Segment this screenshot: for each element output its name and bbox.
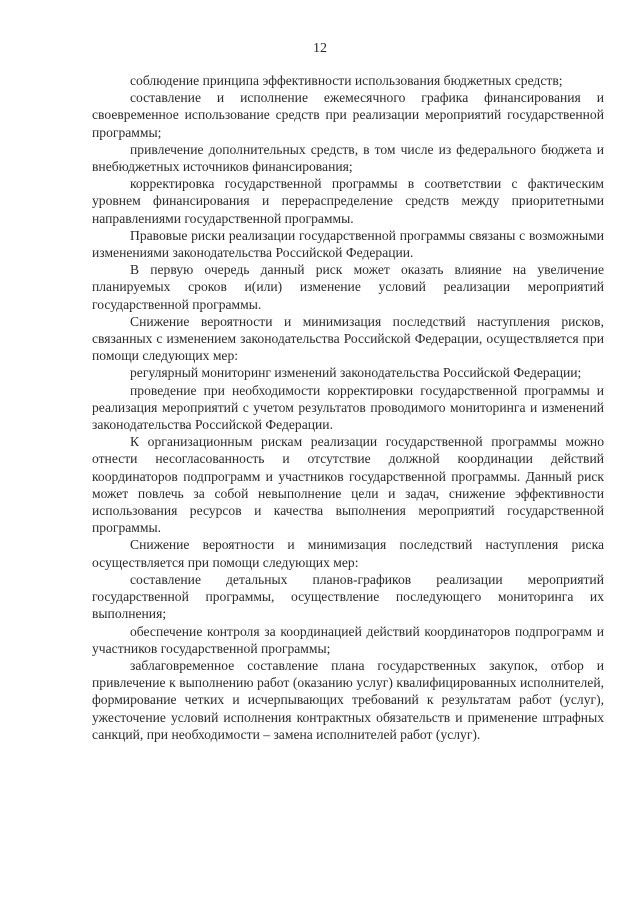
paragraph: корректировка государственной программы в соответствии с фактическим уровнем финансирования и перераспределение средств между приоритетными направлениями государственной программы.	[92, 176, 604, 226]
paragraph: Правовые риски реализации государственной программы связаны с возможными изменениями законодательства Российской Федерации.	[92, 227, 604, 261]
paragraph: заблаговременное составление плана государственных закупок, отбор и привлечение к выполнению работ (оказанию услуг) квалифицированных исполнителей, формирование четких и исчерпывающих требований к результатам работ (услуг), ужесточение условий исполнения контрактных обязательств и применение штрафных санкций, при необходимости – замена исполнителей работ (услуг).	[92, 657, 604, 742]
paragraph: обеспечение контроля за координацией действий координаторов подпрограмм и участников государственной программы;	[92, 623, 604, 656]
paragraph: Снижение вероятности и минимизация последствий наступления рисков, связанных с изменением законодательства Российской Федерации, осуществляется при помощи следующих мер:	[92, 313, 604, 364]
paragraph: проведение при необходимости корректировки государственной программы и реализация мероприятий с учетом результатов проводимого мониторинга и изменений законодательства Российской Федерации.	[92, 382, 604, 433]
paragraph: соблюдение принципа эффективности использования бюджетных средств;	[130, 73, 563, 88]
paragraph: составление и исполнение ежемесячного графика финансирования и своевременное использование средств при реализации мероприятий государственной программы;	[92, 90, 604, 140]
paragraph: составление детальных планов-графиков реализации мероприятий государственной программы, осуществление последующего мониторинга их выполнения;	[92, 571, 604, 622]
paragraph: К организационным рискам реализации государственной программы можно отнести несогласованность и отсутствие должной координации действий координаторов подпрограмм и участников государственной программы. Данный риск может повлечь за собой невыполнение цели и задач, снижение эффективности использования ресурсов и качества выполнения мероприятий государственной программы.	[92, 434, 604, 536]
paragraph: Снижение вероятности и минимизация последствий наступления риска осуществляется при помощи следующих мер:	[92, 537, 604, 570]
page-number: 12	[313, 41, 327, 56]
paragraph: регулярный мониторинг изменений законодательства Российской Федерации;	[130, 365, 582, 381]
paragraph: В первую очередь данный риск может оказать влияние на увеличение планируемых сроков и(или) изменение условий реализации мероприятий государственной программы.	[92, 262, 604, 312]
document-body	[92, 72, 604, 743]
paragraph: привлечение дополнительных средств, в том числе из федерального бюджета и внебюджетных источников финансирования;	[92, 141, 604, 175]
